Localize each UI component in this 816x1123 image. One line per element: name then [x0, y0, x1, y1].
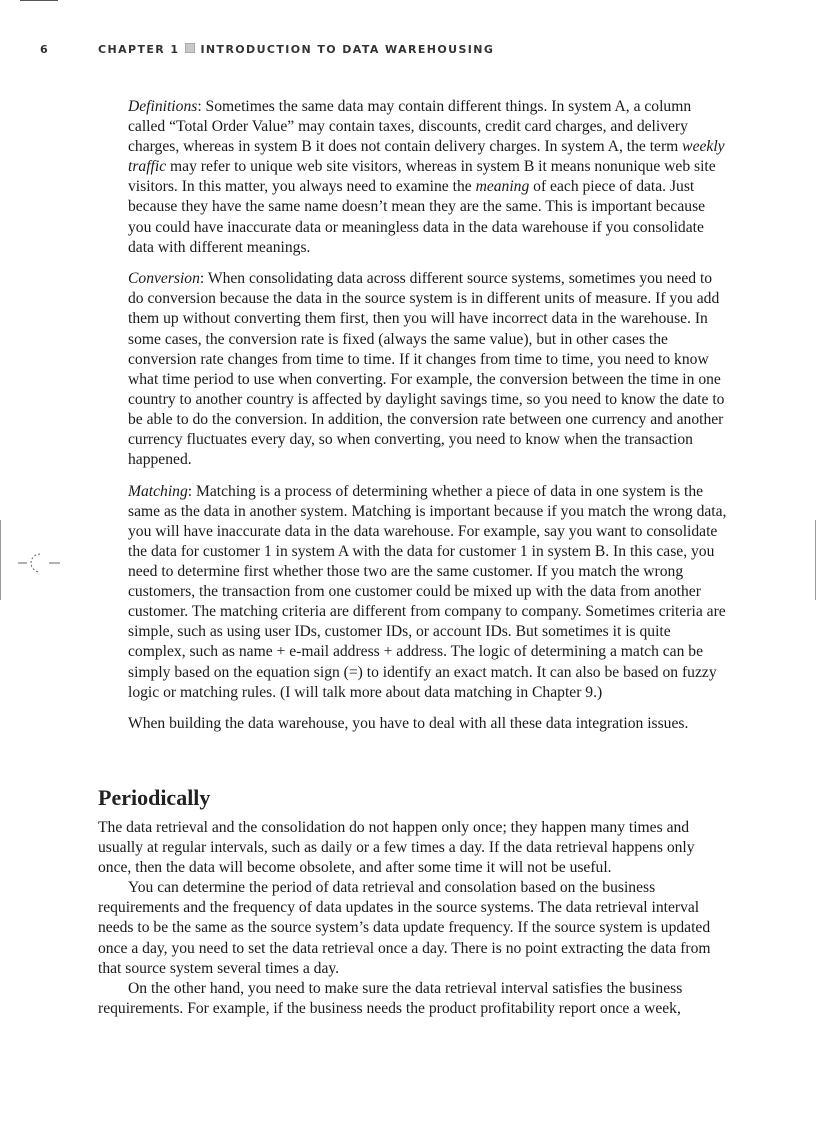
- issue-matching: [128, 482, 728, 703]
- issue-definitions: [128, 97, 728, 258]
- issue-term: Conversion: [128, 270, 200, 288]
- body-paragraph: The data retrieval and the consolidation do not happen only once; they happen many times and usually at regular intervals, such as daily or a few times a day. If the data retrieval happens only once, then the data will become obsolete, and after some time it will not be useful.: [98, 819, 695, 877]
- summary-paragraph: When building the data warehouse, you have to deal with all these data integration issues.: [128, 715, 689, 733]
- section-periodically: [98, 784, 728, 1019]
- registration-mark-icon: [18, 551, 60, 575]
- issue-text: : Matching is a process of determining whether a piece of data in one system is the same as the data in another system. Matching is important because if you match the wrong data, you will have inaccurate data in the data warehouse. For example, say you want to consolidate the data for customer 1 in system A with the data for customer 1 in system B. In this case, you need to determine first whether those two are the same customer. If you match the wrong customers, the transaction from one customer could be mixed up with the data from another customer. The matching criteria are different from company to company. Sometimes criteria are simple, such as using user IDs, customer IDs, or account IDs. But sometimes it is quite complex, such as name + e-mail address + address. The logic of determining a match can be simply based on the equation sign (=) to identify an exact match. It can also be based on fuzzy logic or matching rules. (I will talk more about data matching in Chapter 9.): [128, 482, 727, 701]
- chapter-label: [98, 43, 494, 56]
- body-paragraph: On the other hand, you need to make sure the data retrieval interval satisfies the business requirements. For example, if the business needs the product profitability report once a week,: [98, 979, 683, 1017]
- chapter-separator-icon: [185, 43, 195, 53]
- chapter-number: CHAPTER 1: [98, 43, 180, 56]
- issue-conversion: [128, 269, 728, 470]
- top-rule: [20, 0, 58, 1]
- emphasis-meaning: meaning: [475, 178, 530, 196]
- issue-text: : Sometimes the same data may contain different things. In system A, a column called “Total Order Value” may contain taxes, discounts, credit card charges, and delivery charges, whereas in system B it does not contain delivery charges. In system A, the term: [128, 98, 692, 156]
- issue-term: Matching: [128, 482, 188, 500]
- issue-term: Definitions: [128, 98, 198, 115]
- issue-text: : When consolidating data across different source systems, sometimes you need to do conversion because the data in the source system is in different units of measure. If you add them up without converting them first, then you will have incorrect data in the warehouse. In some cases, the conversion rate is fixed (always the same value), but in other cases the conversion rate changes from time to time. If it changes from time to time, you need to know what time period to use when converting. For example, the conversion between the time in one country to another country is affected by daylight savings time, so you need to know the date to be able to do the conversion. In addition, the conversion rate between one currency and another currency fluctuates every day, so when converting, you need to know when the transaction happened.: [128, 270, 725, 469]
- integration-issues: [128, 97, 728, 746]
- running-head: [40, 43, 776, 59]
- section-heading: Periodically: [98, 785, 211, 810]
- chapter-title: INTRODUCTION TO DATA WAREHOUSING: [200, 43, 495, 56]
- emphasis-weekly-traffic: weekly traffic: [128, 138, 725, 176]
- page-number: 6: [40, 43, 50, 56]
- issue-text: may refer to unique web site visitors, whereas in system B it means nonunique web site visitors. In this matter, you always need to examine the: [128, 158, 716, 196]
- crop-mark-left: [0, 520, 1, 600]
- issue-text: of each piece of data. Just because they have the same name doesn’t mean they are the same. This is important because you could have inaccurate data or meaningless data in the data warehouse if you consolidate data with different meanings.: [128, 178, 706, 256]
- body-paragraph: You can determine the period of data retrieval and consolation based on the business requirements and the frequency of data updates in the source systems. The data retrieval interval needs to be the same as the source system’s data update frequency. If the source system is updated once a day, you need to set the data retrieval once a day. There is no point extracting the data from that source system several times a day.: [98, 879, 711, 977]
